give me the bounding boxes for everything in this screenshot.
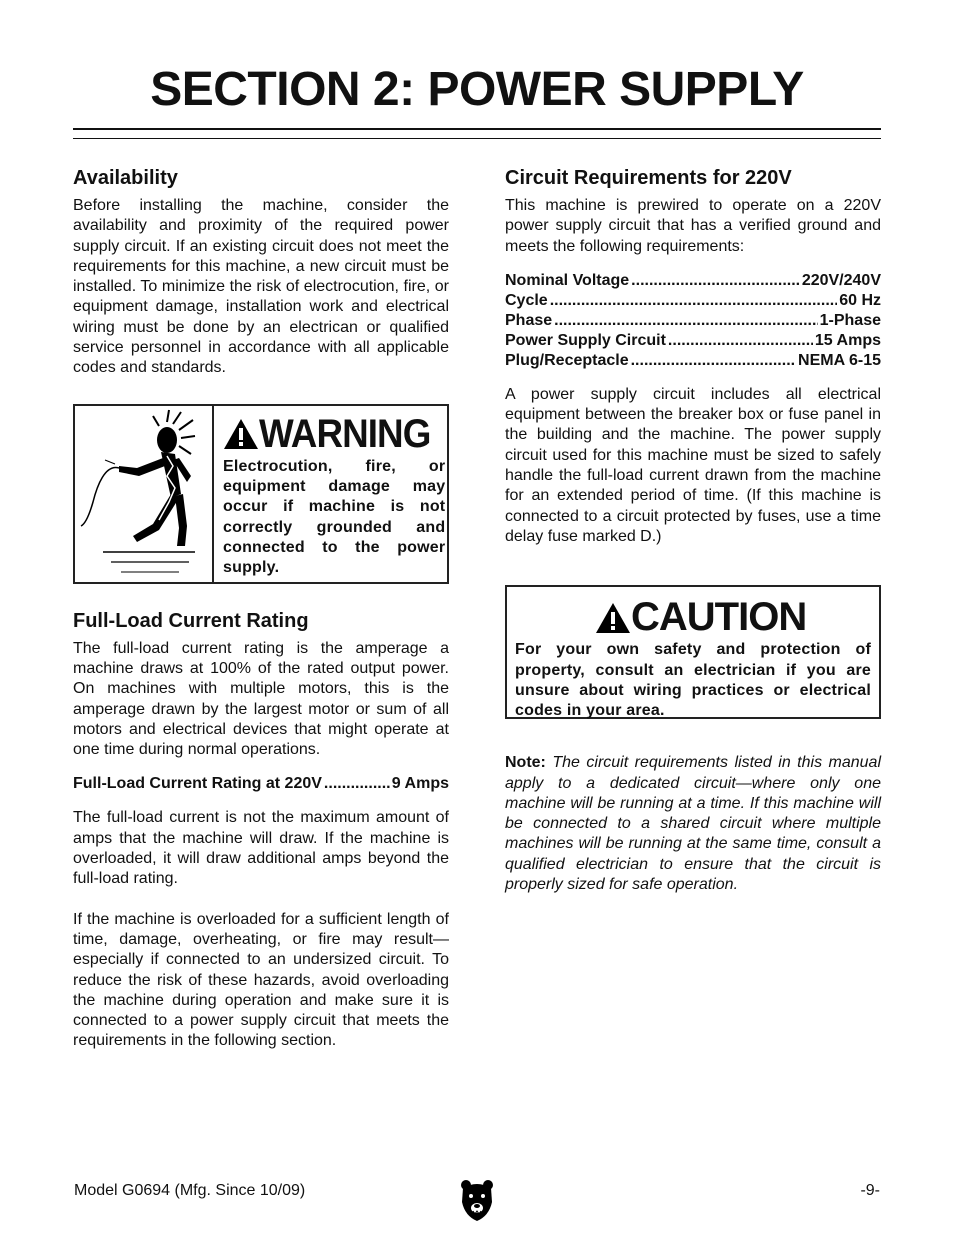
spec-value: 60 Hz: [839, 291, 881, 309]
note-paragraph: [505, 753, 881, 895]
spec-value: NEMA 6-15: [798, 351, 881, 369]
note-text: The circuit requirements listed in this manual apply to a dedicated circuit—where only one machine will be running at a time. If this machine will be connected to a shared circuit where multiple machines will be running at the same time, consult a qualified electrician to ensure that the circuit is properly sized for safe operation.: [505, 754, 882, 894]
note-label: Note:: [505, 754, 546, 772]
leader-dots: [324, 774, 390, 794]
spec-label: Full-Load Current Rating at 220V: [73, 775, 322, 793]
spec-value: 9 Amps: [391, 775, 449, 793]
spec-label: Power Supply Circuit: [505, 331, 666, 349]
spec-label: Cycle: [505, 291, 548, 309]
spec-row: [505, 351, 881, 371]
leader-dots: [631, 351, 796, 371]
warning-label: WARNING: [259, 411, 431, 456]
spec-row: [505, 271, 881, 291]
spec-label: Plug/Receptacle: [505, 351, 629, 369]
spec-row: [505, 331, 881, 351]
alert-triangle-icon: [223, 418, 259, 450]
electrocution-hazard-icon: [75, 406, 214, 582]
circuit-body: A power supply circuit includes all electrical equipment between the breaker box or fuse panel in the building and the machine. The power supply circuit used for this machine must be sized to safely handle the full-load current drawn from the machine for an extended period of time. (If this machine is connected to a circuit protected by fuses, use a time delay fuse marked D.): [505, 385, 881, 545]
circuit-spec-list: [505, 271, 881, 371]
spec-row: [505, 311, 881, 331]
bear-head-logo-icon: [459, 1178, 495, 1227]
spec-row: [505, 291, 881, 311]
electrocution-figure-icon: [75, 406, 212, 582]
warning-text: Electrocution, fire, or equipment damage may occur if machine is not correctly grounded and connected to the power supply.: [223, 457, 446, 577]
spec-value: 1-Phase: [819, 311, 881, 329]
circuit-intro: This machine is prewired to operate on a 220V power supply circuit that has a verified ground and meets the following requirements:: [505, 197, 881, 255]
warning-badge: [223, 412, 445, 457]
caution-text: For your own safety and protection of property, consult an electrician if you are unsure about wiring practices or electrical codes in your area.: [515, 641, 871, 720]
full-load-body: The full-load current rating is the amperage a machine draws at 100% of the rated output power. On machines with multiple motors, this is the amperage drawn by the largest motor or sum of all motors and electrical devices that might operate at one time during normal operations.: [73, 639, 449, 759]
page-number: -9-: [860, 1182, 880, 1199]
right-column: [505, 165, 881, 895]
warning-box: [73, 404, 449, 584]
spec-label: Phase: [505, 311, 553, 329]
availability-heading: Availability: [73, 167, 178, 189]
circuit-heading: Circuit Requirements for 220V: [505, 167, 792, 189]
left-column: [73, 165, 449, 1052]
title-rule-thin: [73, 138, 881, 139]
caution-badge: [595, 595, 871, 640]
caution-label: CAUTION: [631, 595, 807, 640]
full-load-body-2: The full-load current is not the maximum amount of amps that the machine will draw. If the machine is overloaded, it will draw additional amps beyond the full-load rating.: [73, 809, 449, 888]
leader-dots: [550, 291, 838, 311]
leader-dots: [668, 331, 813, 351]
full-load-spec: [73, 774, 449, 794]
full-load-heading: Full-Load Current Rating: [73, 609, 309, 632]
spec-label: Nominal Voltage: [505, 271, 630, 289]
availability-body: Before installing the machine, consider the availability and proximity of the required power supply circuit. If an existing circuit does not meet the requirements for this machine, a new circuit must be installed. To minimize the risk of electrocution, fire, or equipment damage, installation work and electrical wiring must be done by an electrican or qualified service personnel in accordance with all applicable codes and standards.: [73, 197, 449, 377]
leader-dots: [554, 311, 817, 331]
full-load-body-3: If the machine is overloaded for a sufficient length of time, damage, overheating, or fire may result—especially if connected to an undersized circuit. To reduce the risk of these hazards, avoid overloading the machine during operation and make sure it is connected to a power supply circuit that meets the requirements in the following section.: [73, 910, 449, 1050]
caution-box: [505, 585, 881, 719]
leader-dots: [631, 271, 800, 291]
spec-value: 220V/240V: [801, 271, 881, 289]
page-title: SECTION 2: POWER SUPPLY: [150, 63, 804, 116]
footer-model: Model G0694 (Mfg. Since 10/09): [74, 1182, 306, 1199]
warning-content: [214, 406, 454, 582]
spec-value: 15 Amps: [814, 331, 881, 349]
alert-triangle-icon: [595, 602, 631, 634]
title-rule-thick: [73, 128, 881, 130]
